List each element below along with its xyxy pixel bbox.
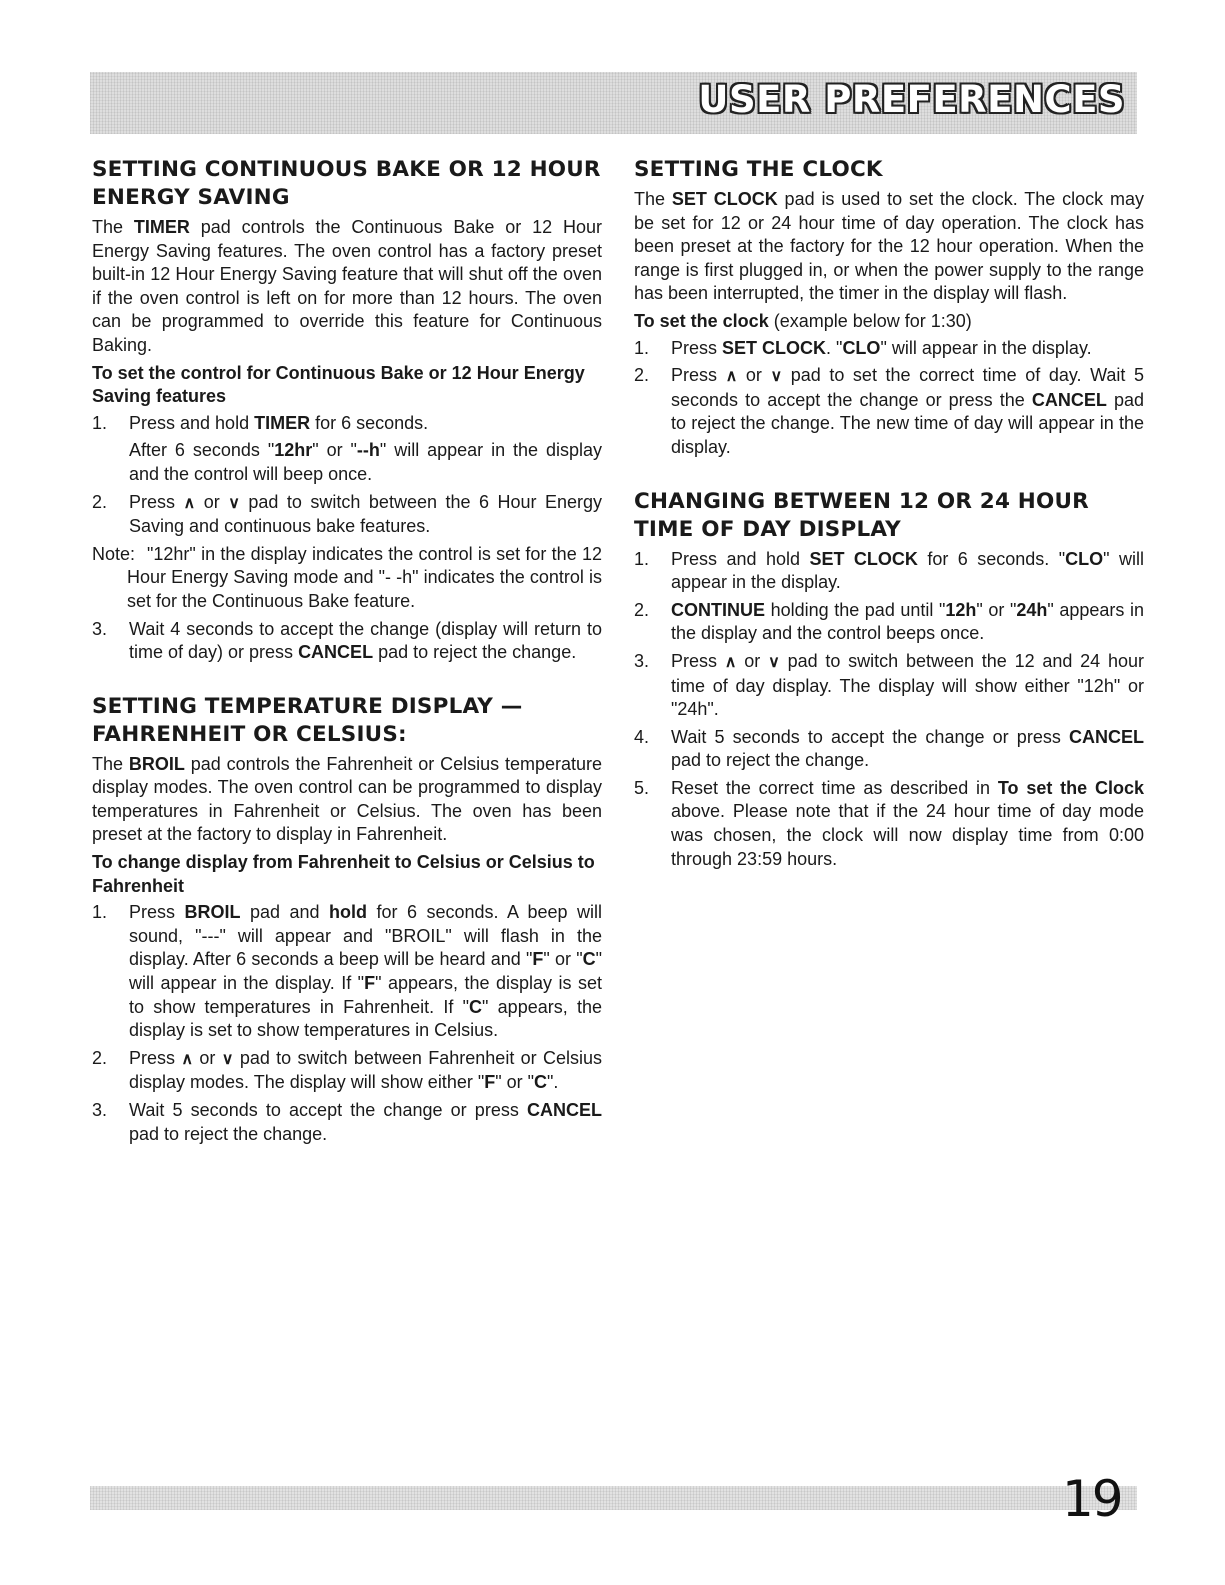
list-item: 1. Press BROIL pad and hold for 6 seconds. A beep will sound, "---" will appear and "BROIL" will flash in the display. After 6 seconds a beep will be heard and "F" or "C" will appear in the display. If "F" appears, the display is set to show temperatures in Fahrenheit. If "C" appears, the display is set to show temperatures in Celsius. — [92, 902, 603, 1041]
subheading-setting-clock: To set the clock (example below for 1:30) — [634, 310, 972, 331]
down-arrow-icon: ∨ — [221, 1050, 234, 1068]
down-arrow-icon: ∨ — [768, 653, 780, 671]
right-column — [634, 156, 1144, 875]
list-item: 3. Wait 4 seconds to accept the change (display will return to time of day) or press CANCEL pad to reject the change. — [92, 618, 602, 663]
list-item: 2. CONTINUE holding the pad until "12h" or "24h" appears in the display and the control beeps once. — [634, 599, 1144, 644]
list-item: 3. Wait 5 seconds to accept the change or press CANCEL pad to reject the change. — [92, 1100, 602, 1144]
footer-band — [90, 1486, 1137, 1510]
paragraph-temperature-display: The BROIL pad controls the Fahrenheit or Celsius temperature display modes. The oven control can be programmed to display temperatures in Fahrenheit or Celsius. The oven has been preset at the factory to display in Fahrenheit. — [92, 753, 602, 845]
up-arrow-icon: ∧ — [725, 368, 738, 386]
subheading-continuous-bake: To set the control for Continuous Bake or 12 Hour Energy Saving features — [92, 362, 585, 407]
heading-continuous-bake: SETTING CONTINUOUS BAKE OR 12 HOUR ENERGY SAVING — [92, 157, 601, 210]
steps-setting-clock — [634, 337, 1144, 460]
left-column — [92, 156, 602, 1150]
list-item: 2. Press ∧ or ∨ pad to switch between Fahrenheit or Celsius display modes. The display will show either "F" or "C". — [92, 1047, 603, 1093]
down-arrow-icon: ∨ — [770, 368, 783, 386]
heading-setting-clock: SETTING THE CLOCK — [634, 157, 883, 182]
heading-temperature-display: SETTING TEMPERATURE DISPLAY — FAHRENHEIT OR CELSIUS: — [92, 693, 523, 747]
list-item: 2. Press ∧ or ∨ pad to set the correct time of day. Wait 5 seconds to accept the change or press the CANCEL pad to reject the change. The new time of day will appear in the display. — [634, 365, 1145, 457]
paragraph-continuous-bake: The TIMER pad controls the Continuous Bake or 12 Hour Energy Saving features. The oven control has a factory preset built-in 12 Hour Energy Saving feature that will shut off the oven if the oven control is left on for more than 12 hours. The oven can be programmed to override this feature for Continuous Baking. — [92, 217, 602, 355]
list-item-continuation: After 6 seconds "12hr" or "--h" will appear in the display and the control will beep once. — [129, 440, 602, 484]
header-band — [90, 72, 1137, 134]
steps-12-24-hour — [634, 548, 1144, 872]
list-item: 2. Press ∧ or ∨ pad to switch between the 6 Hour Energy Saving and continuous bake features. — [92, 491, 602, 537]
page-number: 19 — [1062, 1470, 1122, 1528]
heading-12-24-hour: CHANGING BETWEEN 12 OR 24 HOUR TIME OF DAY DISPLAY — [634, 488, 1089, 542]
steps-continuous-bake — [92, 412, 602, 665]
list-item: 3. Press ∧ or ∨ pad to switch between the 12 and 24 hour time of day display. The display will show either "12h" or "24h". — [634, 650, 1144, 720]
subheading-temperature-display: To change display from Fahrenheit to Celsius or Celsius to Fahrenheit — [92, 852, 595, 896]
up-arrow-icon: ∧ — [183, 494, 196, 512]
list-item: 4. Wait 5 seconds to accept the change or press CANCEL pad to reject the change. — [634, 726, 1144, 771]
list-item: 1. Press SET CLOCK. "CLO" will appear in the display. — [634, 337, 1092, 358]
up-arrow-icon: ∧ — [724, 653, 737, 671]
paragraph-setting-clock: The SET CLOCK pad is used to set the clock. The clock may be set for 12 or 24 hour time of day operation. The clock has been preset at the factory for the 12 hour operation. When the range is first plugged in, or when the power supply to the range has been interrupted, the timer in the display will flash. — [634, 189, 1144, 304]
note: Note: "12hr" in the display indicates the control is set for the 12 Hour Energy Saving mode and "- -h" indicates the control is set for the Continuous Bake feature. — [92, 543, 602, 611]
list-item: 5. Reset the correct time as described in To set the Clock above. Please note that if the 24 hour time of day mode was chosen, the clock will now display time from 0:00 through 23:59 hours. — [634, 777, 1144, 869]
section-header-title: USER PREFERENCES — [698, 78, 1125, 121]
list-item: 1. Press and hold SET CLOCK for 6 seconds. "CLO" will appear in the display. — [634, 548, 1144, 593]
up-arrow-icon: ∧ — [181, 1050, 194, 1068]
down-arrow-icon: ∨ — [228, 494, 240, 512]
steps-temperature-display — [92, 901, 602, 1146]
list-item: 1. Press and hold TIMER for 6 seconds. — [92, 412, 429, 433]
